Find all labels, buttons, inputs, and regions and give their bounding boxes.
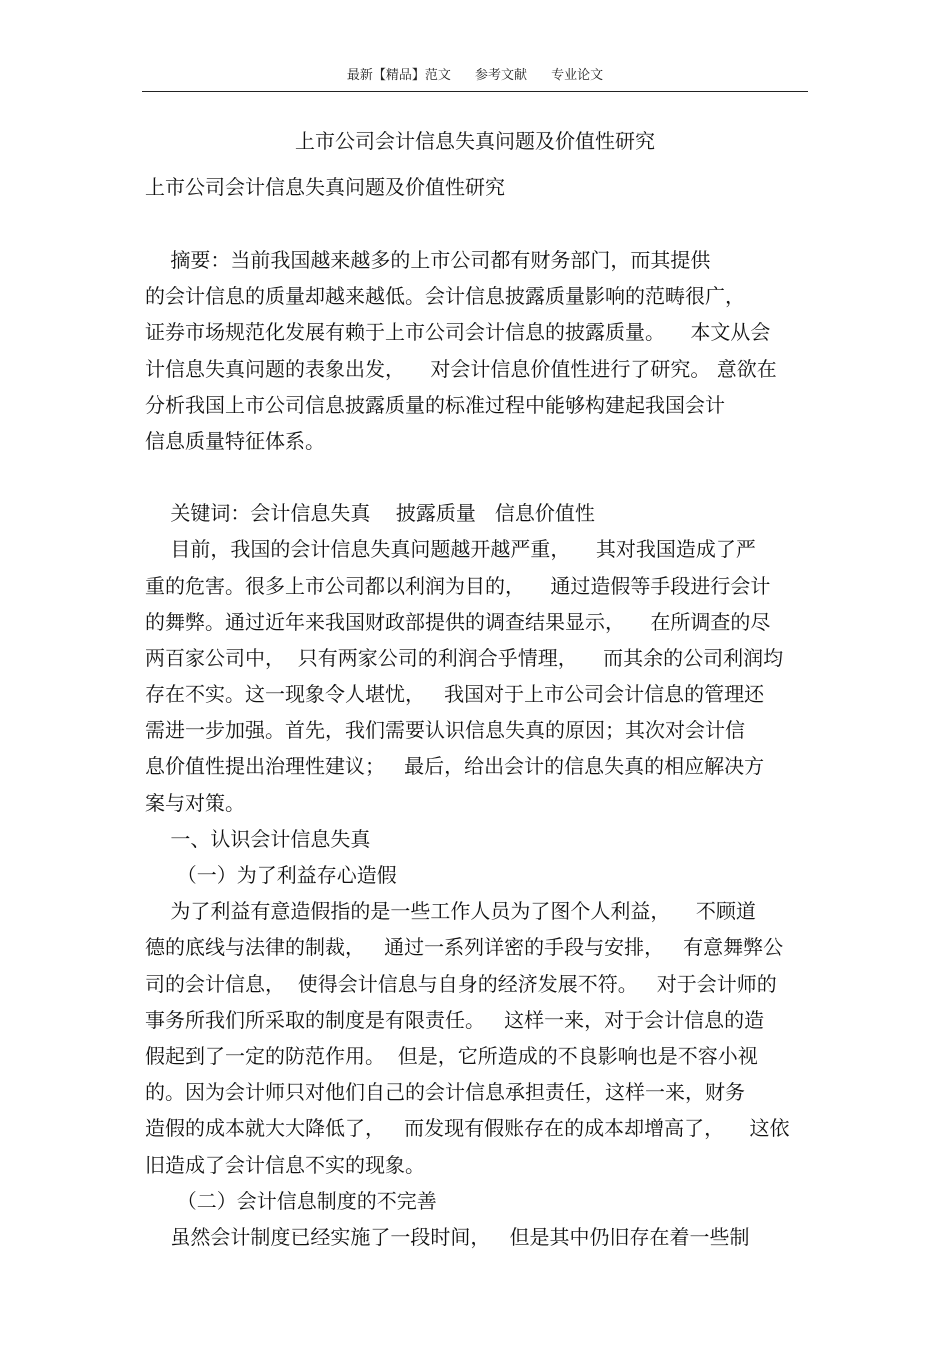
header-item-references: 参考文献	[474, 68, 527, 83]
body-line: 为了利益有意造假指的是一些工作人员为了图个人利益， 不顾道	[145, 899, 756, 924]
body-line: 案与对策。	[145, 790, 245, 815]
body-line: 需进一步加强。首先，我们需要认识信息失真的原因；其次对会计信	[145, 718, 745, 743]
body-line: 虽然会计制度已经实施了一段时间， 但是其中仍旧存在着一些制	[145, 1224, 750, 1249]
paragraph-gap	[145, 459, 815, 495]
body-line: 重的危害。很多上市公司都以利润为目的， 通过造假等手段进行会计	[145, 573, 771, 598]
body-line: 存在不实。这一现象令人堪忧， 我国对于上市公司会计信息的管理还	[145, 682, 765, 707]
page-header	[142, 64, 808, 83]
abstract-line: 摘要：当前我国越来越多的上市公司都有财务部门，而其提供	[145, 248, 711, 272]
keywords-line: 关键词：会计信息失真 披露质量 信息价值性	[145, 501, 595, 526]
abstract-line: 分析我国上市公司信息披露质量的标准过程中能够构建起我国会计	[145, 392, 725, 417]
body-line: 息价值性提出治理性建议； 最后，给出会计的信息失真的相应解决方	[145, 754, 765, 779]
subsection-heading: （二）会计信息制度的不完善	[145, 1188, 437, 1213]
header-item-papers: 专业论文	[551, 68, 604, 83]
abstract-line: 证券市场规范化发展有赖于上市公司会计信息的披露质量。 本文从会	[145, 320, 771, 345]
body-line: 司的会计信息， 使得会计信息与自身的经济发展不符。 对于会计师的	[145, 971, 777, 996]
body-line: 的。因为会计师只对他们自己的会计信息承担责任，这样一来，财务	[145, 1080, 745, 1105]
section-heading: 一、认识会计信息失真	[145, 826, 371, 851]
document-subtitle: 上市公司会计信息失真问题及价值性研究	[145, 175, 505, 199]
body-line: 造假的成本就大大降低了， 而发现有假账存在的成本却增高了， 这依	[145, 1116, 790, 1141]
body-line: 目前，我国的会计信息失真问题越开越严重， 其对我国造成了严	[145, 537, 756, 562]
document-title: 上市公司会计信息失真问题及价值性研究	[295, 129, 655, 153]
abstract-line: 计信息失真问题的表象出发， 对会计信息价值性进行了研究。 意欲在	[145, 356, 777, 381]
document-body	[145, 242, 815, 1255]
abstract-line: 的会计信息的质量却越来越低。会计信息披露质量影响的范畴很广，	[145, 284, 745, 309]
header-item-essay: 最新【精品】范文	[346, 68, 451, 83]
body-line: 旧造成了会计信息不实的现象。	[145, 1152, 425, 1177]
body-line: 事务所我们所采取的制度是有限责任。 这样一来，对于会计信息的造	[145, 1007, 765, 1032]
subsection-heading: （一）为了利益存心造假	[145, 863, 397, 887]
header-divider	[142, 91, 808, 92]
body-line: 德的底线与法律的制裁， 通过一系列详密的手段与安排， 有意舞弊公	[145, 935, 784, 960]
body-line: 假起到了一定的防范作用。 但是，它所造成的不良影响也是不容小视	[145, 1043, 758, 1068]
abstract-line: 信息质量特征体系。	[145, 428, 325, 453]
body-line: 的舞弊。通过近年来我国财政部提供的调查结果显示， 在所调查的尽	[145, 609, 771, 634]
body-line: 两百家公司中， 只有两家公司的利润合乎情理， 而其余的公司利润均	[145, 645, 784, 670]
